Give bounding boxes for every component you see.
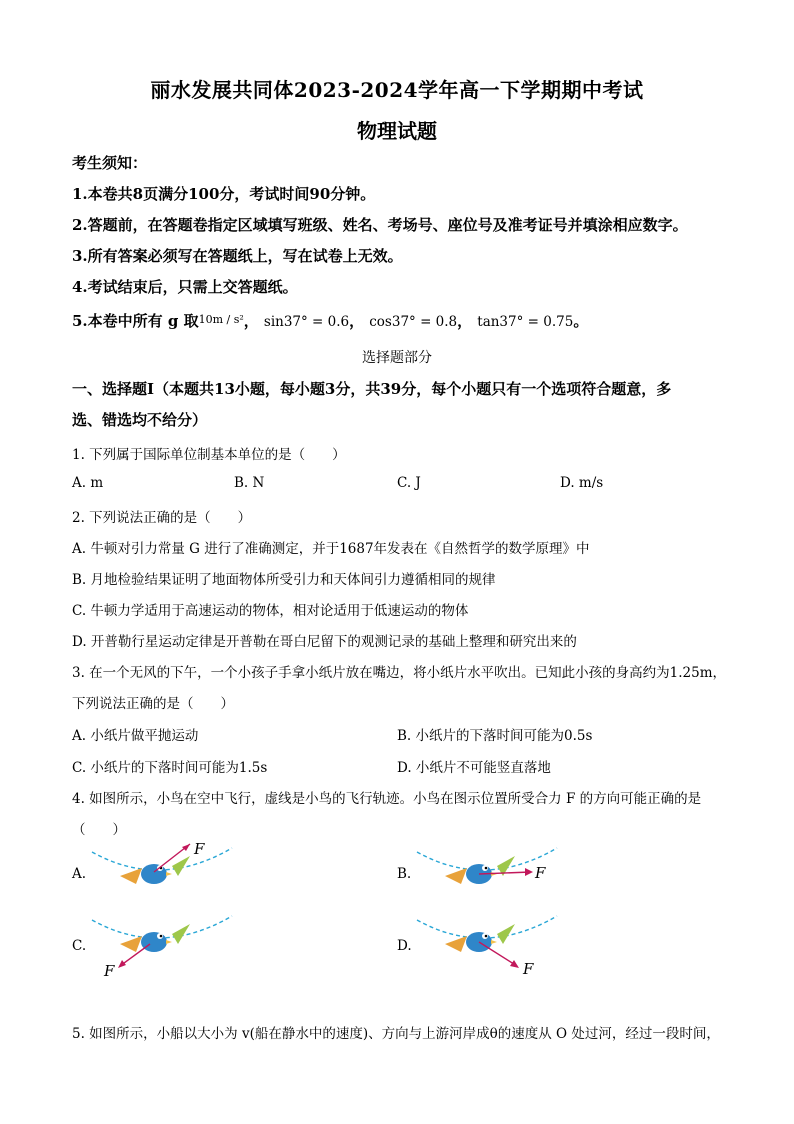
- q4-figure-a: [90, 838, 240, 900]
- cos-value: cos37° = 0.8: [369, 314, 458, 330]
- bird-icon: [120, 856, 190, 884]
- force-label: F: [523, 960, 534, 978]
- q1-option-a: A. m: [72, 475, 104, 491]
- g-value: 10m / s²: [198, 313, 244, 326]
- separator: ，: [243, 312, 259, 330]
- q1-stem: 1. 下列属于国际单位制基本单位的是（ ）: [72, 447, 346, 463]
- notice-item-5-prefix: 5.本卷中所有 g 取: [72, 312, 199, 330]
- q2-option-d: D. 开普勒行星运动定律是开普勒在哥白尼留下的观测记录的基础上整理和研究出来的: [72, 634, 577, 650]
- bird-icon: [445, 924, 515, 952]
- q3-stem-line1: 3. 在一个无风的下午，一个小孩子手拿小纸片放在嘴边，将小纸片水平吹出。已知此小孩的身高约为1.25m，: [72, 665, 727, 681]
- q1-option-b: B. N: [234, 475, 265, 491]
- q4-figure-d: [415, 908, 565, 980]
- force-arrow: [479, 942, 517, 966]
- exam-subtitle: 物理试题: [357, 119, 437, 143]
- q5-stem-line1: 5. 如图所示，小船以大小为 v(船在静水中的速度)、方向与上游河岸成θ的速度从 O 处过河，经过一段时间，: [72, 1026, 720, 1042]
- q4-figure-c: [90, 908, 240, 980]
- q2-option-a: A. 牛顿对引力常量 G 进行了准确测定，并于1687年发表在《自然哲学的数学原理》中: [72, 541, 590, 557]
- part1-instructions-line1: 一、选择题Ⅰ（本题共13小题，每小题3分，共39分，每个小题只有一个选项符合题意，多: [72, 380, 672, 398]
- bird-icon: [120, 924, 190, 952]
- force-label: F: [104, 962, 115, 980]
- q3-option-c: C. 小纸片的下落时间可能为1.5s: [72, 760, 268, 776]
- q1-option-c: C. J: [397, 475, 421, 491]
- separator: ，: [457, 312, 473, 330]
- force-arrowhead: [118, 960, 126, 968]
- part1-instructions-line2: 选、错选均不给分）: [72, 411, 208, 429]
- q2-option-c: C. 牛顿力学适用于高速运动的物体，相对论适用于低速运动的物体: [72, 603, 469, 619]
- tan-value: tan37° = 0.75: [477, 314, 574, 330]
- force-arrowhead: [525, 868, 533, 876]
- exam-title: 丽水发展共同体2023-2024学年高一下学期期中考试: [150, 78, 644, 102]
- q4-option-a-label: A.: [72, 866, 87, 882]
- notice-item-3: 3.所有答案必须写在答题纸上，写在试卷上无效。: [72, 247, 403, 265]
- notice-item-1: 1.本卷共8页满分100分，考试时间90分钟。: [72, 185, 376, 203]
- sin-value: sin37° = 0.6: [263, 314, 350, 330]
- separator: 。: [573, 312, 589, 330]
- force-label: F: [535, 864, 546, 882]
- notice-item-5: [72, 310, 588, 331]
- q4-stem-line1: 4. 如图所示，小鸟在空中飞行，虚线是小鸟的飞行轨迹。小鸟在图示位置所受合力 F 的方向可能正确的是: [72, 791, 702, 807]
- q2-stem: 2. 下列说法正确的是（ ）: [72, 510, 252, 526]
- force-arrowhead: [510, 960, 519, 968]
- q3-stem-line2: 下列说法正确的是（ ）: [72, 696, 234, 712]
- q4-option-b-label: B.: [397, 866, 412, 882]
- notice-heading: 考生须知：: [72, 154, 148, 172]
- q4-stem-line2: （ ）: [72, 822, 126, 838]
- force-label: F: [194, 840, 205, 858]
- notice-item-4: 4.考试结束后，只需上交答题纸。: [72, 278, 298, 296]
- q3-option-d: D. 小纸片不可能竖直落地: [397, 760, 551, 776]
- separator: ，: [349, 312, 365, 330]
- q4-option-d-label: D.: [397, 938, 412, 954]
- q1-option-d: D. m/s: [560, 475, 604, 491]
- bird-icon: [445, 856, 515, 884]
- q4-figure-b: [415, 838, 565, 900]
- q4-option-c-label: C.: [72, 938, 87, 954]
- q2-option-b: B. 月地检验结果证明了地面物体所受引力和天体间引力遵循相同的规律: [72, 572, 496, 588]
- section-title: 选择题部分: [362, 350, 432, 366]
- q3-option-a: A. 小纸片做平抛运动: [72, 728, 199, 744]
- q3-option-b: B. 小纸片的下落时间可能为0.5s: [397, 728, 593, 744]
- notice-item-2: 2.答题前，在答题卷指定区域填写班级、姓名、考场号、座位号及准考证号并填涂相应数字。: [72, 216, 688, 234]
